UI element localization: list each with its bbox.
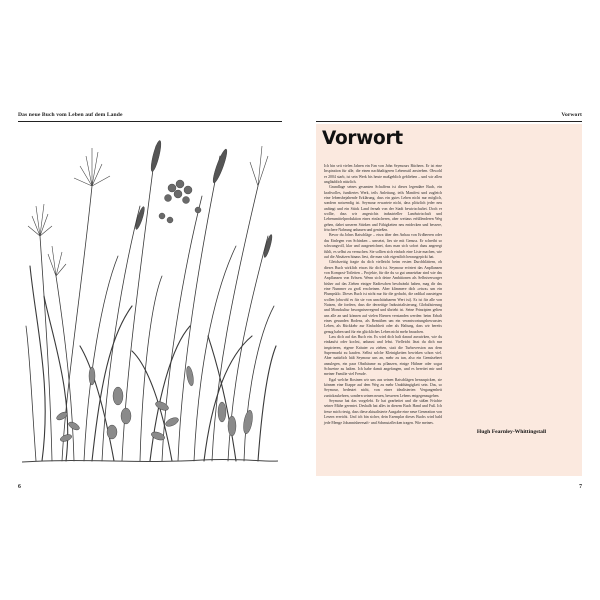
author-signature: Hugh Fearnley-Whittingstall — [476, 429, 547, 435]
grass-illustration — [22, 126, 278, 464]
running-head-left: Das neue Buch vom Leben auf dem Lande — [18, 110, 282, 122]
left-page — [18, 110, 282, 490]
paragraph: Bevor du Johns Ratschläge – etwa über den Anbau von Erdbeeren oder das Einlegen von Schinken – umsetzt, lies sie mit Genuss. Er schreibt so schwungvoll, klar und ausgezeichnet, dass man sich sofort dazu angeregt fühlt, es selbst zu versuchen. Sie sollten sich einfach eine Liste machen, wie auf die Absätzen hinaus liest, die man sich eigentlich herausgepickt hat. — [324, 233, 442, 259]
paragraph: Seymour hat das vorgelebt. Er hat gearbeitet und die süßen Früchte seiner Mühe geerntet. Deshalb hat alles in diesem Buch Hand und Fuß. Ich freue mich riesig, dass diese aktualisierte Ausgabe eine neue Generation von Lesern erreicht. Und ich bin sicher, dein Exemplar dieses Buchs wird bald jede Menge Johannisbeersaft- und Schmutzflecken tragen. Wie meines. — [324, 399, 442, 425]
foreword-box — [316, 124, 582, 476]
foreword-body — [324, 164, 574, 467]
paragraph: Gleichzeitig fragte du dich vielleicht beim ersten Durchblättern, ob dieses Buch wirklich etwas für dich ist. Seymour erörtert das Anpflanzen von Kompost-Toiletten – Projekte, für die du so gut umsetzbar sind wie das Anpflanzen von Erbsen. Wenn sich deine Ambitionen als Selbstversorger bisher auf das Ziehen einiger Radieschen beschränkt haben, mag dir das eine Nummer zu groß erscheinen. Aber klimmere dich «etwa» um ein Plumpsklo. Dieses Buch ist nicht nur für die gedacht, die radikal aussteigen wollen (obwohl es für sie von unschätzbarem Wert ist). Es ist für alle von Nutzen, die fordern, dass die derzeitige Industrialisierung, Globalisierung und Monokultur besorgniserregend und übriebt ist. Seine Prinzipien gelten uns alle an und können auf vielen Ebenen verstanden werden: beim Erhalt eines gesunden Bodens, als Bemühen um ein verantwortungsbewusstes Leben, als Rückkehr zur Einfachheit oder als Haltung, dass wir bereits genug haben und für ein glückliches Leben nicht mehr brauchen. — [324, 260, 442, 334]
foreword-title: Vorwort — [322, 128, 403, 149]
paragraph: Grundlage seines gesamten Schaffens ist dieses legendäre Buch, ein kraftvolles, fundiertes Werk, teils Anleitung, teils Manifest und zugleich eine lebensbejahende Erklärung, dass ein gutes Leben nicht nur möglich, sondern notwendig ist. Seymour erwartete nicht, dass plötzlich jeder neu anfängt und ein Stück Land fernab von der Stadt bewirtschaftet. Doch er wollte, dass wir angesichts industrieller Landwirtschaft und Lebensmittelproduktion eines einfacheren, aber weitaus erfüllenderen Weg gehen, dabei unseren Stärken und Fähigkeiten neu entdecken und bessere, frischere Nahrung anbauen und genießen. — [324, 185, 442, 233]
page-number-left: 6 — [18, 484, 21, 490]
paragraph: Ich bin seit vielen Jahren ein Fan von John Seymours Büchern. Er ist eine Inspiration für alle, die einen nachhaltigeren Lebensstil anstreben. Obwohl er 2004 starb, ist sein Werk bis heute maßgeblich geblieben – und wir allen ungläublich nützlich. — [324, 164, 442, 185]
paragraph: Lass dich auf das Buch ein. Es wird dich halt darauf auswirken, wie du einkaufst oder kochst, anbaust und lebst. Vielleicht lässt du dich nur inspirieren, eigene Kräuter zu ziehen, statt die Turboversion aus dem Supermarkt zu kaufen. Selbst solche Kleinigkeiten bewirken schon viel. Aber natürlich hält Seymour uns an, mehr zu tun, also ein Gemüsebeet anzulegen, ein paar Obstbäume zu pflanzen, einige Hühner oder sogar Schweine zu halten. Ich habe damit angefangen, und es bereitet mir und meiner Familie viel Freude. — [324, 335, 442, 377]
right-page — [316, 110, 582, 490]
paragraph: Egal welche Rosinen wir uns aus seinen Ratschlägen herauspicken, sie können eine Etappe auf dem Weg zu mehr Unabhängigkeit sein. Das, so Seymour, bedeutet nicht, von einer idealisierten Vergangenheit zurückzukehren, sondern seinen neuen, besseren Lebens entgegenzugehen. — [324, 377, 442, 398]
page-number-right: 7 — [579, 484, 582, 490]
running-head-right: Vorwort — [316, 110, 582, 122]
